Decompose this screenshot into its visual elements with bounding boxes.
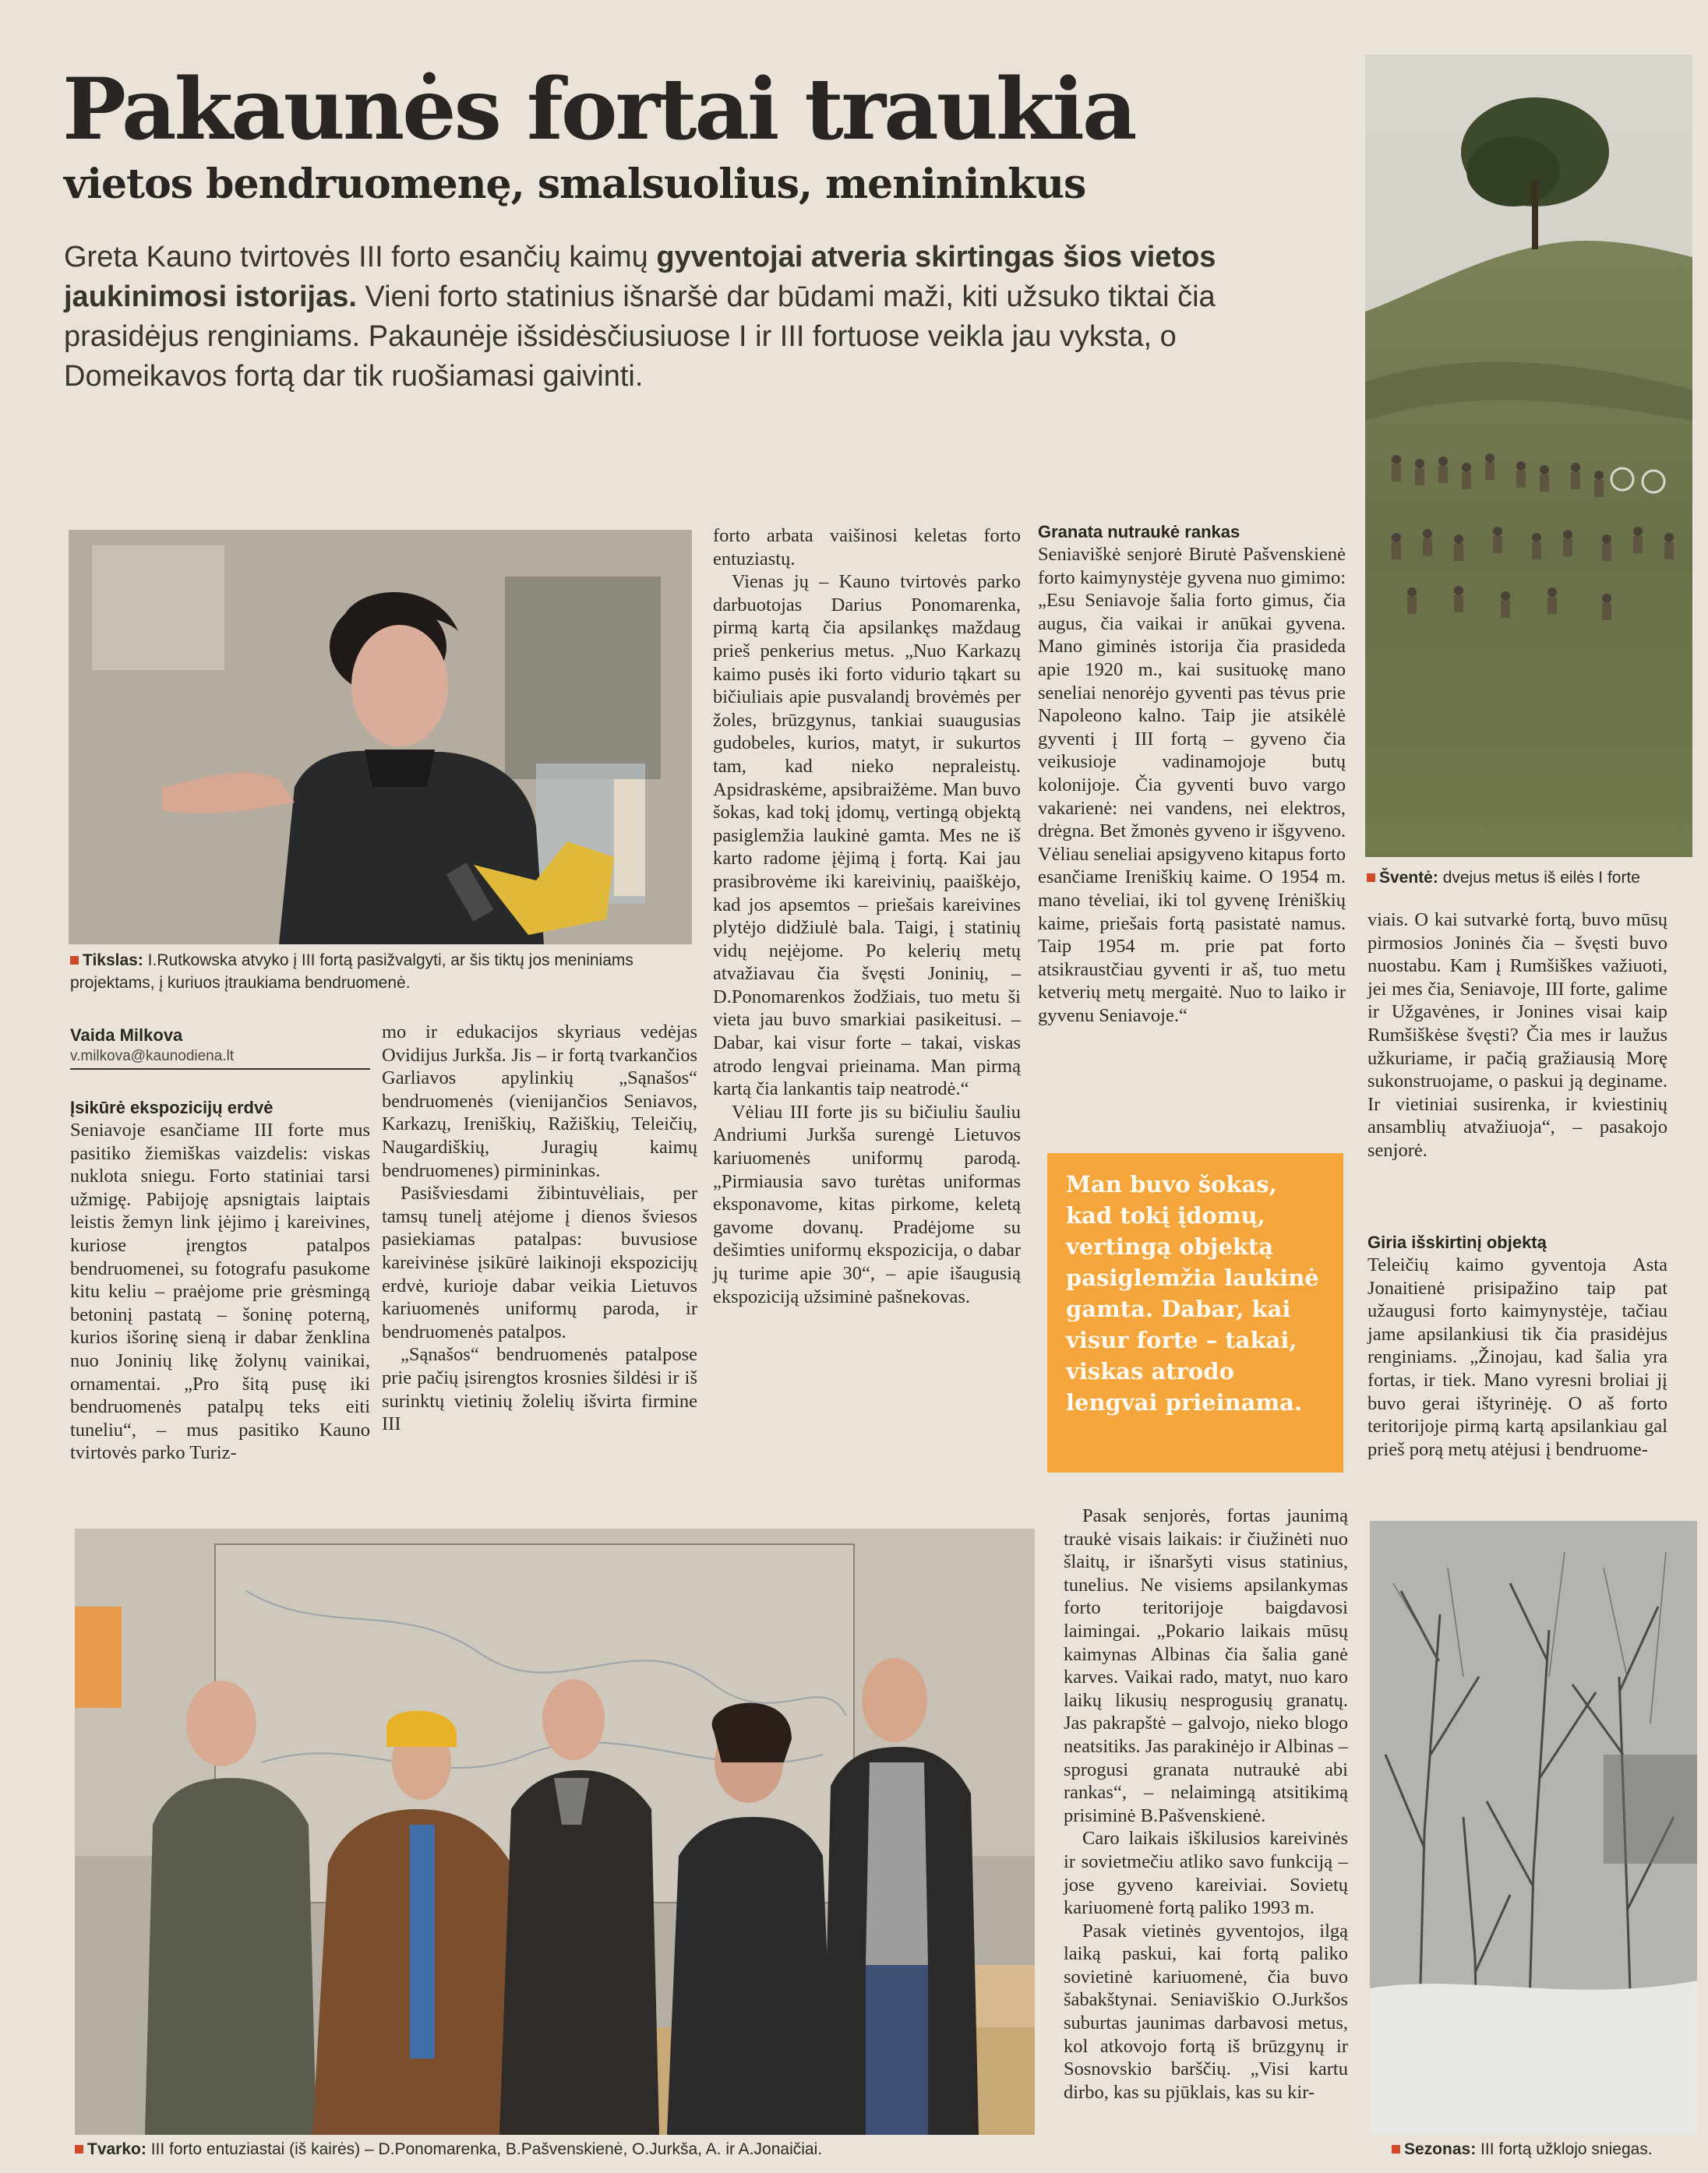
paragraph: Teleičių kaimo gyventoja Asta Jonaitienė prisipažino taip pat užaugusi forto kaimynystėje, tačiau jame apsilankiusi tik čia prasidėjus renginiams. „Žinojau, kad šalia yra fortas, ir tiek. Mano vyresni broliai jį buvo gerai ištyrinėję. O aš forto teritorijoje pirmą kartą apsilankiau gal prieš porą metų atėjusi į bendruome- <box>1367 1254 1667 1460</box>
paragraph: „Sąnašos“ bendruomenės patalpose prie pačių įsirengtos krosnies šildėsi ir iš surinktų vietinių žolelių išvirta firmine III <box>382 1344 697 1435</box>
paragraph: Pasak vietinės gyventojos, ilgą laiką paskui, kai fortą paliko sovietinė kariuomenė, čia buvo šabakštynai. Seniaviškio O.Jurkšos suburtas jaunimas darbavosi metus, kol atkovojo fortą iš brūzgynų ir Sosnovskio barščių. „Visi kartu dirbo, kas su pjūklais, kas su kir- <box>1064 1920 1348 2103</box>
caption-snow <box>1392 2138 1703 2161</box>
headline-subtitle: vietos bendruomenę, smalsuolius, menininkus <box>64 161 1086 208</box>
photo-snow <box>1370 1521 1697 2135</box>
paragraph: Seniavoje esančiame III forte mus pasitiko žiemiškas vaizdelis: viskas nuklota sniegu. Forto statiniai tarsi užmigę. Pabijoję apsnigtais laiptais leistis žemyn link įėjimo į kareivines, kuriose įrengtos patalpos bendruomenei, su fotografu pasukome kitu keliu – praėjome prie grėsmingą betoninį pastatą – šoninę poterną, kurios išorinę sieną ir dabar ženklina nuo Joninių likę žolynų vainikai, ornamentai. „Pro šitą pusę iki bendruomenės patalpų teks eiti tuneliu“, – mus pasitiko Kauno tvirtovės parko Turiz- <box>70 1120 370 1464</box>
paragraph: Seniaviškė senjorė Birutė Pašvenskienė forto kaimynystėje gyvena nuo gimimo: „Esu Seniavoje šalia forto gimus, čia augus, čia vaikai ir anūkai gyvena. Mano giminės istorija čia prasideda apie 1920 m., kai susituokę mano seneliai nenorėjo gyventi pas tėvus prie Napoleono kalno. Taip jie atsikėlė gyventi į III fortą – gyveno čia veikusioje vadinamojoje butų kolonijoje. Čia gyventi buvo vargo vakarienė: nei vandens, nei elektros, drėgna. Bet žmonės gyveno ir išgyveno. Vėliau seneliai apsigyveno kitapus forto esančiame Ireniškių kaime. O 1954 m. mano tėveliai, iki tol gyvenę Irėniškių kaime, priešais fortą pasistatė namus. Taip 1954 m. prie pat forto atsikraustčiau gyventi ir aš, tuo metu ketverių metų mergaitė. Nuo to laiko ir gyvenu Seniavoje.“ <box>1038 544 1346 1026</box>
byline <box>70 1025 370 1070</box>
paragraph: viais. O kai sutvarkė fortą, buvo mūsų pirmosios Joninės čia – švęsti buvo nuostabu. Kam į Rumšiškes važiuoti, jei mes čia, Seniavoje, III forte, galime ir Užgavėnes, ir Jonines visai kaip Rumšiškėse švęsti? Čia mes ir laužus užkuriame, ir pačią gražiausią Morę sukonstruojame, o paskui ją deginame. Ir vietiniai susirenka, ir kviestinių ansamblių atvažiuoja“, – pasakojo senjorė. <box>1367 909 1667 1161</box>
caption-text: III fortą užklojo sniegas. <box>1476 2140 1653 2158</box>
caption-text: dvejus metus iš eilės I forte <box>1438 869 1640 887</box>
subheading-3: Giria išskirtinį objektą <box>1367 1233 1547 1252</box>
pull-quote-text: Man buvo šokas, kad tokį įdomų, vertingą objektą pasiglemžia laukinė gamta. Dabar, kai visur forte – takai, viskas atrodo lengvai prieinama. <box>1066 1171 1319 1416</box>
column-5b <box>1367 1254 1667 1461</box>
column-5 <box>1367 908 1667 1162</box>
paragraph: mo ir edukacijos skyriaus vedėjas Ovidijus Jurkša. Jis – ir fortą tvarkančios Garliavos apylinkių „Sąnašos“ bendruomenės (vienijančios Seniavos, Karkazų, Ireniškių, Ražiškių, Teleičių, Naugardiškių, Juragių kaimų bendruomenes) pirmininkas. <box>382 1021 697 1181</box>
caption-woman <box>70 949 693 994</box>
headline-title: Pakaunės fortai traukia <box>62 59 1135 159</box>
pull-quote <box>1047 1153 1343 1473</box>
lead-text-2: Vieni forto statinius išnaršė dar būdami maži, kiti užsuko tiktai čia prasidėjus renginiams. Pakaunėje išsidėsčiusiuose I ir III fortuose veikla jau vyksta, o Domeikavos fortą dar tik ruošiamasi gaivinti. <box>64 280 1216 393</box>
caption-square-icon <box>75 2145 83 2154</box>
lead-paragraph <box>64 238 1311 397</box>
paragraph: Pasak senjorės, fortas jaunimą traukė visais laikais: ir čiužinėti nuo šlaitų, ir išnaršyti visus statinius, tunelius. Ne visiems apsilankymas forto teritorijoje baigdavosi laimingai. „Pokario laikais mūsų kaimynas Albinas čia šalia ganė karves. Vaikai rado, matyt, nuo karo laikų likusių nesprogusių granatų. Jas pakrapštė – galvojo, nieko blogo neatsitiks. Jas parakinėjo ir Albinas – sprogusi granata nutraukė abi rankas“, – nelaimingą atsitikimą prisiminė B.Pašvenskienė. <box>1064 1505 1348 1826</box>
caption-square-icon <box>1367 873 1375 882</box>
caption-festival <box>1367 866 1702 889</box>
subheading-2: Granata nutraukė rankas <box>1038 522 1240 541</box>
paragraph: Pasišviesdami žibintuvėliais, per tamsų tunelį atėjome į dienos šviesos pasiekiamas patalpas: buvusiose kareivinėse įsikūrė laikinoji ekspozicijų erdvė, kurioje dabar veikia Lietuvos kariuomenės uniformų paroda, ir bendruomenės patalpos. <box>382 1183 697 1342</box>
caption-text: I.Rutkowska atvyko į III fortą pasižvalgyti, ar šis tiktų jos meniniams projektams, į kuriuos įtraukiama bendruomenė. <box>70 951 633 992</box>
lead-text-1: Greta Kauno tvirtovės III forto esančių kaimų <box>64 241 657 273</box>
photo-group <box>75 1529 1035 2135</box>
caption-label: Tikslas: <box>83 951 143 969</box>
caption-text: III forto entuziastai (iš kairės) – D.Ponomarenka, B.Pašvenskienė, O.Jurkša, A. ir A.Jonaičiai. <box>146 2140 823 2158</box>
photo-festival <box>1365 55 1692 857</box>
photo-woman <box>69 530 692 944</box>
caption-group <box>75 2138 1041 2161</box>
caption-square-icon <box>1392 2145 1400 2154</box>
byline-name: Vaida Milkova <box>70 1025 183 1045</box>
byline-email[interactable]: v.milkova@kaunodiena.lt <box>70 1046 370 1070</box>
subheading-1: Įsikūrė ekspozicijų erdvė <box>70 1098 273 1117</box>
column-2 <box>382 1021 697 1436</box>
column-3 <box>713 524 1021 1308</box>
lead-bold: gyventojai atveria skirtingas šios vietos jaukinimosi istorijas. <box>64 241 1216 313</box>
column-4b <box>1064 1505 1348 2104</box>
paragraph: forto arbata vaišinosi keletas forto entuziastų. <box>713 525 1021 570</box>
caption-square-icon <box>70 956 79 965</box>
caption-label: Tvarko: <box>87 2140 146 2158</box>
caption-label: Šventė: <box>1379 869 1438 887</box>
column-4 <box>1038 543 1346 1027</box>
paragraph: Vėliau III forte jis su bičiuliu šauliu Andriumi Jurkša surengė Lietuvos kariuomenės uniformų parodą. „Pirmiausia savo turėtas uniformas eksponavome, kitas pirkome, keletą gavome dovanų. Pradėjome su dešimties uniformų ekspozicija, o dabar jų turime apie 30“, – apie išaugusią ekspoziciją užsiminė pašnekovas. <box>713 1101 1021 1307</box>
caption-label: Sezonas: <box>1404 2140 1477 2158</box>
paragraph: Vienas jų – Kauno tvirtovės parko darbuotojas Darius Ponomarenka, pirmą kartą čia apsilankęs maždaug prieš penkerius metus. „Nuo Karkazų kaimo pusės iki forto vidurio tąkart su bičiuliais apie pusvalandį brovėmės per žoles, brūzgynus, tankiai suaugusias gudobeles, kurios, matyt, ir sukurtos tam, kad nieko nepraleistų. Apsidraskėme, apsibraižėme. Man buvo šokas, kad tokį įdomų, vertingą objektą pasiglemžia laukinė gamta. Mes ne iš karto radome įėjimą į fortą. Kai jau prasibrovėme iki kareivinių, paaiškėjo, kad jos apsemtos – priešais kareivines plytėjo didžiulė bala. Taigi, į statinių vidų neįėjome. Po kelerių metų atvažiavau čia švęsti Joninių, – D.Ponomarenkos žodžiais, tuo metu ši vieta jau buvo smarkiai pasikeitusi. – Dabar, kai visur forte – takai, viskas atrodo lengvai prieinama. Man pirmą kartą čia lankantis taip neatrodė.“ <box>713 571 1021 1100</box>
column-1 <box>70 1119 370 1465</box>
paragraph: Caro laikais iškilusios kareivinės ir sovietmečiu atliko savo funkciją – jose gyveno kareiviai. Sovietų kariuomenė fortą paliko 1993 m. <box>1064 1828 1348 1919</box>
